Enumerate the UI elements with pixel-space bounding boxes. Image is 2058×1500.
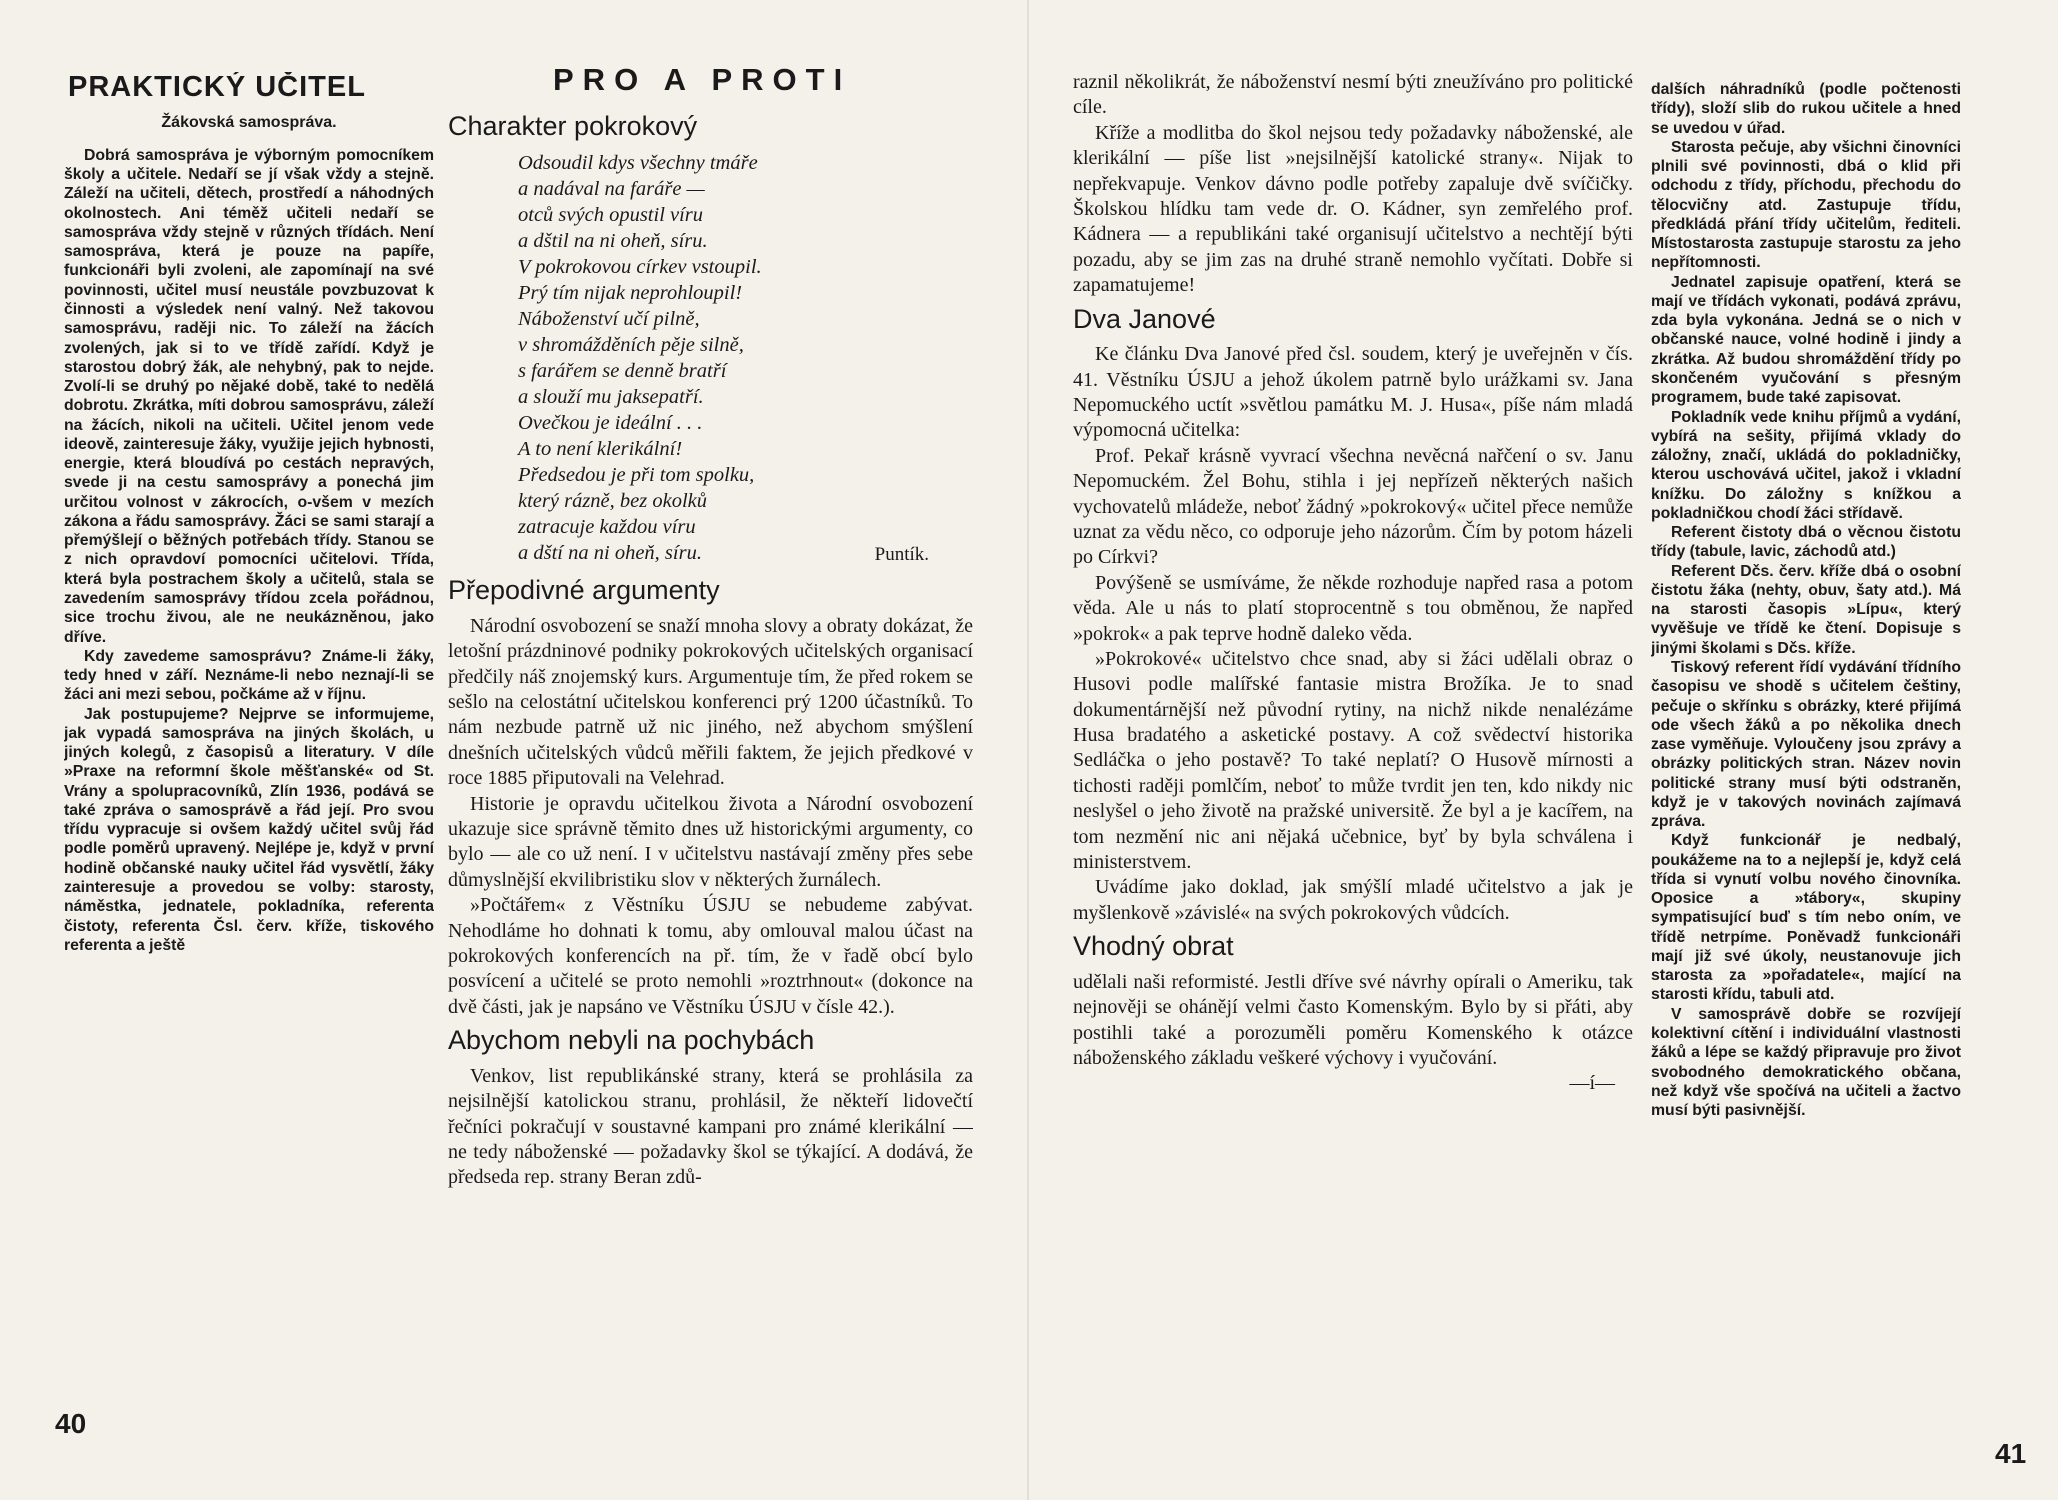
section-title: PRAKTICKÝ UČITEL [68,72,366,103]
paragraph: Referent Dčs. červ. kříže dbá o osobní čistotu žáka (nehty, obuv, šaty atd.). Má na starosti časopis »Lípu«, který vyvěšuje ve třídě ke čtení. Dopisuje s jinými školami s Dčs. kříže. [1651,562,1961,657]
paragraph: Povýšeně se usmíváme, že někde rozhoduje napřed rasa a potom věda. Ale u nás to platí stoprocentně s tou obměnou, že napřed »pokrok« a pak teprve hodně daleko věda. [1073,571,1633,645]
paragraph: Dobrá samospráva je výborným pomocníkem školy a učitele. Nedaří se jí však vždy a stejně. Záleží na učiteli, dětech, prostředí a náhodných okolnostech. Ani téměž učiteli nedaří se samospráva vždy stejně v různých třídách. Není samospráva, která je pouze na papíře, funkcionáři byli zvoleni, ale zapomínají na své povinnosti, učitel musí neustále povzbuzovat k činnosti a výsledek není valný. Než takovou samosprávu, raději nic. To záleží na žácích zvolených, jak si to ve třídě zařídí. Když je starostou dobrý žák, ale nehybný, pak to nejde. Zvolí-li se druhý po nějaké době, také to nedělá dobrotu. Zkrátka, míti dobrou samosprávu, záleží na žácích, nikoli na učiteli. Učitel jenom vede ideově, zainteresuje žáky, využije jejich hybnosti, energie, která bloudívá po cestách nepravých, svede ji na cestu samosprávy a ponechá jim určitou volnost v zákrocích, o-všem v mezích zákona a řádu samosprávy. Žáci se sami starají a přemýšlejí o běžných potřebách třídy. Stanou se z nich opravdoví pomocníci učitelovi. Třída, která byla postrachem školy a učitelů, stala se zavedením samosprávy třídou zcela pořádnou, sice trochu živou, ale ne neukázněnou, jako dříve. [64,146,434,646]
article-heading: Přepodivné argumenty [448,575,720,606]
poem-line: Předsedou je při tom spolku, [518,464,755,487]
poem-author: Puntík. [874,544,929,566]
poem-line: a slouží mu jaksepatří. [518,385,704,408]
article-heading: Charakter pokrokový [448,111,698,141]
poem-line: Prý tím nijak neprohloupil! [518,281,743,304]
page-number: 40 [55,1408,87,1439]
paragraph: Kříže a modlitba do škol nejsou tedy požadavky náboženské, ale klerikální — píše list »nejsilnější katolické strany«. Nijak to nepřekvapuje. Venkov dávno podle potřeby zapaluje dvě svíčičky. Školskou hlídku tam vede dr. O. Kádner, syn zemřelého prof. Kádnera — a republikáni také organisují učitelstvo a nechtějí býti pozadu, aby se jim zas na druhé straně nemohlo vyčítati. Dobře si zapamatujeme! [1073,121,1633,297]
poem-line: a nadával na faráře — [518,177,705,200]
practical-teacher-text [64,146,434,955]
paragraph: udělali naši reformisté. Jestli dříve své návrhy opírali o Ameriku, tak nejnověji se ohánějí velmi často Komenským. Bylo by si přáti, aby postihli také a porozuměli poměru Komenského k otázce náboženského základu veškeré výchovy i vyučování. [1073,970,1633,1070]
paragraph: »Pokrokové« učitelstvo chce snad, aby si žáci udělali obraz o Husovi podle malířské fantasie mistra Brožíka. Je to snad dokumentárnější než původní rytiny, na nichž nikde nenalézáme Husa bradatého a asketické postavy. A což svědectví historika Sedláčka o jeho postavě? To také neplatí? O Husově mírnosti a tichosti raději pomlčím, neboť to může tvrdit jen ten, kdo nikdy nic neslyšel o jeho životě na pražské universitě. Že byl a je kacířem, na tom nezmění nic ani nějaká učebnice, byť by byla schválena i ministerstvem. [1073,647,1633,874]
pro-a-proti-continued-column [1073,70,1633,1097]
poem-line: s farářem se denně bratří [518,359,727,382]
poem-line: A to není klerikální! [518,438,683,461]
paragraph: »Počtářem« z Věstníku ÚSJU se nebudeme zabývat. Nehodláme ho dohnati k tomu, aby omlouval malou účast na pokrokových konferencích na př. tím, že v řadě obcí bylo posvícení a učitelé se proto nemohli »roztrhnout« (dokonce na dvě části, jak je napsáno ve Věstníku ÚSJU v čísle 42.). [448,894,973,1018]
section-title: PRO A PROTI [553,62,852,97]
paragraph: Jak postupujeme? Nejprve se informujeme, jak vypadá samospráva na jiných školách, u jiných kolegů, z časopisů a literatury. V díle »Praxe na reformní škole měšťanské« od St. Vrány a spolupracovníků, Zlín 1936, podává se také zpráva o samosprávě a řád její. Pro svou třídu vypracuje si ovšem každý učitel svůj řád podle poměrů upravený. Nejlépe je, když v první hodině občanské nauky učitel řád vysvětlí, žáky zainteresuje a provedou se volby: starosty, náměstka, jednatele, pokladníka, referenta čistoty, referenta Čsl. červ. kříže, tiskového referenta a ještě [64,705,434,954]
paragraph: Starosta pečuje, aby všichni činovníci plnili své povinnosti, dbá o klid při odchodu z třídy, příchodu, přechodu do tělocvičny atd. Zastupuje třídu, předkládá přání třídy učitelům, řediteli. Místostarosta zastupuje starostu za jeho nepřítomnosti. [1651,138,1961,272]
article-body [448,1064,973,1191]
paragraph: raznil několikrát, že náboženství nesmí býti zneužíváno pro politické cíle. [1073,71,1633,119]
paragraph: Prof. Pekař krásně vyvrací všechna nevěcná nařčení o sv. Janu Nepomuckém. Žel Bohu, stihla i jej nepřízeň některých našich vychovatelů mládeže, neboť žádný »pokrokový« učitel přece nemůže uznat za vědu něco, co odporuje jeho názorům. Čím by potom házeli po Církvi? [1073,444,1633,569]
paragraph: Tiskový referent řídí vydávání třídního časopisu ve shodě s učitelem češtiny, pečuje o skřínku s obrázky, které přijímá ode všech žáků a po několika dnech zase vyměňuje. Vyloučeny jsou zprávy a obrázky politických stran. Název novin politické strany musí býti odstraněn, když je v takových novinách zajímavá zpráva. [1651,658,1961,831]
poem-line: Odsoudil kdys všechny tmáře [518,151,758,174]
paragraph: Když funkcionář je nedbalý, poukážeme na to a nejlepší je, když celá třída si vynutí volbu nového činovníka. Oposice a »tábory«, skupiny sympatisující buď s tím nebo oním, ve třídě netrpíme. Poněvadž funkcionáři mají již své úkoly, neustanovuje jich starosta za »pořadatele«, mající na starosti křídu, tabuli atd. [1651,832,1961,1004]
article-body [1073,70,1633,299]
author-signature: —í— [1569,1072,1615,1095]
paragraph: Uvádíme jako doklad, jak smýšlí mladé učitelstvo a jak je myšlenkově »závislé« na svých pokrokových vůdcích. [1073,876,1633,924]
article-heading: Abychom nebyli na pochybách [448,1025,815,1056]
article-body [1073,970,1633,1097]
poem-line: Ovečkou je ideální . . . [518,412,703,434]
page-number: 41 [1995,1438,2027,1469]
paragraph: dalších náhradníků (podle počtenosti třídy), složí slib do rukou učitele a hned se uvedou v úřad. [1651,81,1961,137]
paragraph: Pokladník vede knihu příjmů a vydání, vybírá na sešity, přijímá vklady do záložny, značí, ukládá do pokladničky, kterou uschovává učitel, jakož i vkladní knížku. Do záložny s knížkou a pokladničkou chodí žáci střídavě. [1651,408,1961,522]
article-body [1073,342,1633,926]
paragraph: Ke článku Dva Janové před čsl. soudem, který je uveřejněn v čís. 41. Věstníku ÚSJU a jehož úkolem patrně bylo urážkami sv. Jana Nepomuckého uctít »světlou památku M. J. Husa«, píše nám mladá výpomocná učitelka: [1073,343,1633,442]
poem-line: a dští na ni oheň, síru. [518,542,702,565]
paragraph: Referent čistoty dbá o věcnou čistotu třídy (tabule, lavic, záchodů atd.) [1651,524,1961,561]
practical-teacher-column [64,72,434,955]
paragraph: Venkov, list republikánské strany, která se prohlásila za nejsilnější katolickou stranu, prohlásil, že někteří lidovečtí řečníci pokračují v soustavné kampani pro známé klerikální — ne tedy náboženské — požadavky škol se týkající. A dodává, že předseda rep. strany Beran zdů- [448,1064,973,1189]
paragraph: Národní osvobození se snaží mnoha slovy a obraty dokázat, že letošní prázdninové podniky pokrokových učitelských organisací předčily náš znojemský kurs. Argumentuje tím, že před rokem se sešlo na celostátní učitelskou konferenci prý 1200 účastníků. To nám nezbude patrně už nic jiného, než abychom smýšlení dnešních učitelských vůdců měřili faktem, že jejich předkové v roce 1885 připutovali na Velehrad. [448,614,973,790]
poem-line: a dštil na ni oheň, síru. [518,229,708,252]
practical-teacher-continued-column [1651,80,1961,1120]
article-heading: Dva Janové [1073,303,1216,334]
section-subhead: Žákovská samospráva. [161,113,337,131]
paragraph: V samosprávě dobře se rozvíjejí kolektivní cítění i individuální vlastnosti žáků a lépe se každý připravuje pro život svobodného demokratického občana, než když vše spočívá na učiteli a žactvo musí býti pasivnější. [1651,1005,1961,1120]
right-page [1029,0,2058,1500]
article-body [448,614,973,1020]
pro-a-proti-column [448,62,973,1191]
paragraph: Jednatel zapisuje opatření, která se mají ve třídách vykonati, podává zprávu, zda byla vykonána. Jedná se o nich v občanské nauce, volné hodině i jindy a zkrátka. Až budou shromáždění třídy po skončeném vyučování s přesným programem, bude také zapisovat. [1651,273,1961,407]
article-heading: Vhodný obrat [1073,931,1234,962]
paragraph: Kdy zavedeme samosprávu? Známe-li žáky, tedy hned v září. Neznáme-li nebo neznají-li se žáci ani mezi sebou, počkáme až v říjnu. [64,647,434,704]
poem-line: Náboženství učí pilně, [518,307,700,330]
poem-line: V pokrokovou církev vstoupil. [518,255,762,278]
paragraph: Historie je opravdu učitelkou života a Národní osvobození ukazuje sice správně těmito dnes už historickými argumenty, co bylo — ale co už není. I v učitelstvu nastávají změny přes sebe důmyslnější ekvilibristiku slov v některých žurnálech. [448,792,973,891]
poem-line: zatracuje každou víru [518,516,696,539]
practical-teacher-text [1651,80,1961,1120]
poem-line: v shromážděních pěje silně, [518,333,744,356]
poem-line: který rázně, bez okolků [518,490,707,513]
poem-line: otců svých opustil víru [518,203,704,226]
poem [518,150,973,567]
